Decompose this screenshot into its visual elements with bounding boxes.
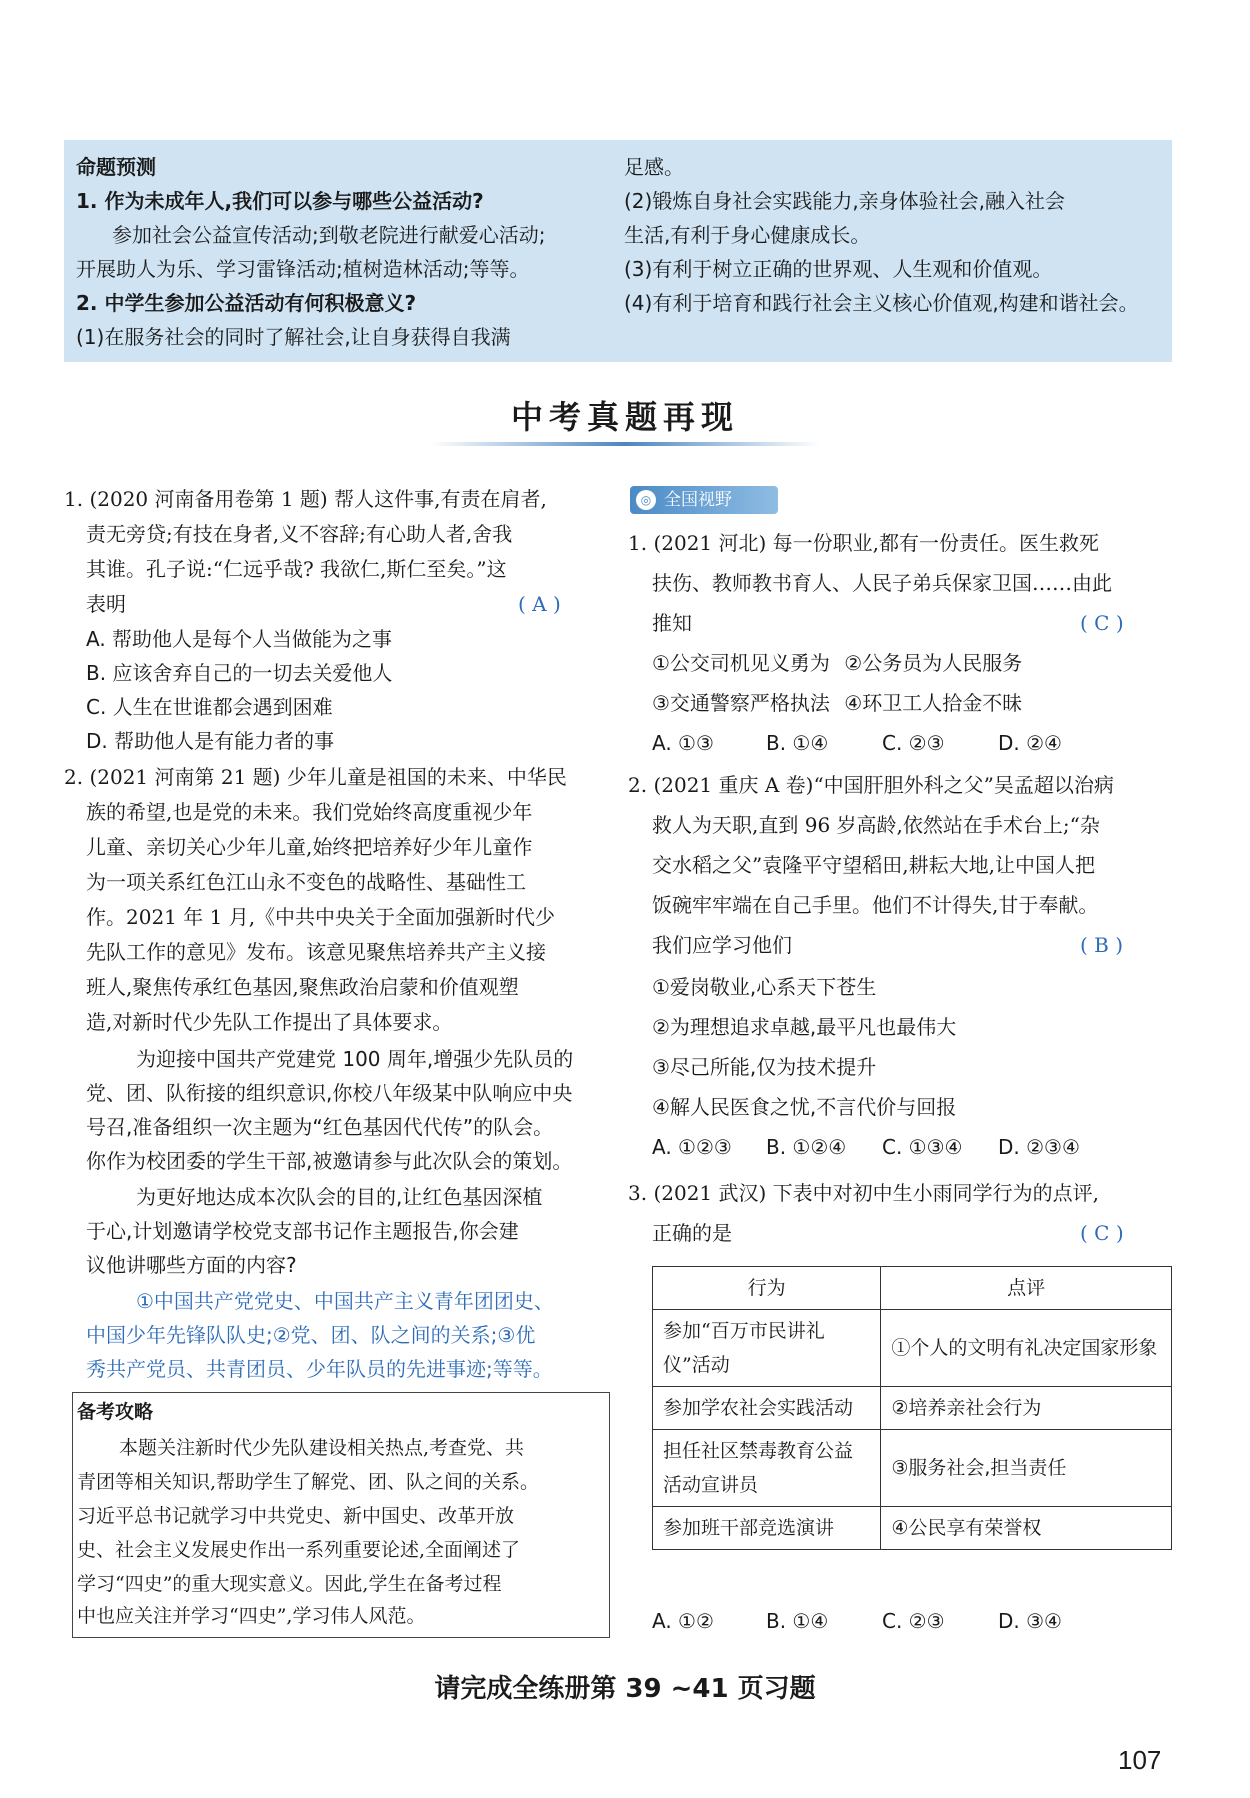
tips-line1: 本题关注新时代少先队建设相关热点,考查党、共 [119,1437,525,1459]
prediction-right-line5: (4)有利于培育和践行社会主义核心价值观,构建和谐社会。 [624,291,1139,315]
prediction-q1: 1. 作为未成年人,我们可以参与哪些公益活动? [76,189,484,213]
right-q2-option-a: A. ①②③ [652,1135,732,1159]
table-cell: ②培养亲社会行为 [881,1387,1172,1430]
left-q1-line4: 表明 [86,592,126,616]
right-q2-item2: ②为理想追求卓越,最平凡也最伟大 [652,1015,957,1039]
right-q2-answer: ( B ) [1080,933,1124,957]
tips-line3: 习近平总书记就学习中共党史、新中国史、改革开放 [77,1505,515,1527]
left-q1-answer: ( A ) [518,592,561,616]
left-q2-line6: 先队工作的意见》发布。该意见聚焦培养共产主义接 [86,940,546,964]
left-q2-line15: 议他讲哪些方面的内容? [86,1253,297,1277]
right-q1-option-b: B. ①④ [766,731,829,755]
left-q2-line8: 造,对新时代少先队工作提出了具体要求。 [86,1010,453,1034]
right-q3-answer: ( C ) [1080,1221,1124,1245]
left-q2-line5: 作。2021 年 1 月,《中共中央关于全面加强新时代少 [86,905,556,929]
exam-tips-box [72,1392,610,1638]
right-q1-items-line2: ③交通警察严格执法 ④环卫工人拾金不昧 [652,691,1023,715]
left-q2-line13: 为更好地达成本次队会的目的,让红色基因深植 [136,1185,543,1209]
table-header-behavior: 行为 [653,1267,881,1310]
prediction-q2: 2. 中学生参加公益活动有何积极意义? [76,291,417,315]
tips-line2: 青团等相关知识,帮助学生了解党、团、队之间的关系。 [77,1471,540,1493]
left-q1-line2: 责无旁贷;有技在身者,义不容辞;有心助人者,舍我 [86,522,513,546]
left-q2-line1: 2. (2021 河南第 21 题) 少年儿童是祖国的未来、中华民 [64,765,567,789]
table-cell: ④公民享有荣誉权 [881,1507,1172,1550]
right-q3-option-d: D. ③④ [998,1609,1062,1633]
prediction-right-line4: (3)有利于树立正确的世界观、人生观和价值观。 [624,257,1053,281]
prediction-box [64,140,1172,362]
left-q2-line10: 党、团、队衔接的组织意识,你校八年级某中队响应中央 [86,1081,573,1105]
left-q1-option-c: C. 人生在世谁都会遇到困难 [86,695,333,719]
left-q2-line3: 儿童、亲切关心少年儿童,始终把培养好少年儿童作 [86,835,533,859]
right-q3-option-b: B. ①④ [766,1609,829,1633]
prediction-a1-line1: 参加社会公益宣传活动;到敬老院进行献爱心活动; [112,223,546,247]
right-q3-option-c: C. ②③ [882,1609,945,1633]
left-q2-line2: 族的希望,也是党的未来。我们党始终高度重视少年 [86,800,533,824]
right-q2-line3: 交水稻之父”袁隆平守望稻田,耕耘大地,让中国人把 [652,853,1095,877]
table-header-row [653,1267,1172,1310]
right-q2-line4: 饭碗牢牢端在自己手里。他们不计得失,甘于奉献。 [652,893,1099,917]
behavior-review-table [652,1266,1172,1550]
table-header-comment: 点评 [881,1267,1172,1310]
left-q2-line12: 你作为校团委的学生干部,被邀请参与此次队会的策划。 [86,1149,573,1173]
right-q1-line1: 1. (2021 河北) 每一份职业,都有一份责任。医生救死 [628,531,1100,555]
badge-label: 全国视野 [664,490,732,510]
table-cell: ①个人的文明有礼决定国家形象 [881,1310,1172,1387]
right-q3-line1: 3. (2021 武汉) 下表中对初中生小雨同学行为的点评, [628,1181,1100,1205]
right-q3-line2: 正确的是 [652,1221,732,1245]
left-q2-line9: 为迎接中国共产党建党 100 周年,增强少先队员的 [136,1047,574,1071]
prediction-a1-line2: 开展助人为乐、学习雷锋活动;植树造林活动;等等。 [76,257,530,281]
tips-line6: 中也应关注并学习“四史”,学习伟人风范。 [77,1605,426,1627]
national-view-badge [630,486,778,514]
table-cell: 参加学农社会实践活动 [653,1387,881,1430]
left-q2-line7: 班人,聚焦传承红色基因,聚焦政治启蒙和价值观塑 [86,975,519,999]
right-q2-item1: ①爱岗敬业,心系天下苍生 [652,975,877,999]
section-title: 中考真题再现 [510,398,739,436]
prediction-right-line1: 足感。 [624,155,684,179]
right-q1-items-line1: ①公交司机见义勇为 ②公务员为人民服务 [652,651,1023,675]
table-cell: 参加“百万市民讲礼仪”活动 [653,1310,881,1387]
right-q2-item4: ④解人民医食之忧,不言代价与回报 [652,1095,957,1119]
left-q2-answer-line3: 秀共产党员、共青团员、少年队员的先进事迹;等等。 [86,1357,553,1381]
right-q1-option-c: C. ②③ [882,731,945,755]
left-q1-option-a: A. 帮助他人是每个人当做能为之事 [86,627,393,651]
tips-heading: 备考攻略 [77,1401,154,1423]
table-row [653,1430,1172,1507]
right-q2-option-d: D. ②③④ [998,1135,1080,1159]
right-q2-line5: 我们应学习他们 [652,933,792,957]
left-q2-answer-line2: 中国少年先锋队队史;②党、团、队之间的关系;③优 [86,1323,536,1347]
globe-icon: ◎ [636,490,656,510]
left-q1-line3: 其谁。孔子说:“仁远乎哉? 我欲仁,斯仁至矣。”这 [86,557,507,581]
footer-instruction: 请完成全练册第 39 ~41 页习题 [434,1674,816,1704]
prediction-right-line3: 生活,有利于身心健康成长。 [624,223,871,247]
table-cell: 参加班干部竞选演讲 [653,1507,881,1550]
prediction-a2-line1: (1)在服务社会的同时了解社会,让自身获得自我满 [76,325,511,349]
left-q2-line4: 为一项关系红色江山永不变色的战略性、基础性工 [86,870,526,894]
right-q1-line2: 扶伤、教师教书育人、人民子弟兵保家卫国……由此 [652,571,1112,595]
page-number: 107 [1118,1745,1162,1775]
right-q2-option-c: C. ①③④ [882,1135,963,1159]
right-q1-option-d: D. ②④ [998,731,1062,755]
left-q2-answer-line1: ①中国共产党党史、中国共产主义青年团团史、 [136,1289,554,1313]
table-row [653,1310,1172,1387]
table-cell: 担任社区禁毒教育公益活动宣讲员 [653,1430,881,1507]
left-q1-option-b: B. 应该舍弃自己的一切去关爱他人 [86,661,393,685]
table-cell: ③服务社会,担当责任 [881,1430,1172,1507]
prediction-right-line2: (2)锻炼自身社会实践能力,亲身体验社会,融入社会 [624,189,1066,213]
right-q3-option-a: A. ①② [652,1609,714,1633]
left-q1-line1: 1. (2020 河南备用卷第 1 题) 帮人这件事,有责在肩者, [64,487,547,511]
right-q2-line1: 2. (2021 重庆 A 卷)“中国肝胆外科之父”吴孟超以治病 [628,773,1114,797]
right-q1-answer: ( C ) [1080,611,1124,635]
table-row [653,1507,1172,1550]
tips-line5: 学习“四史”的重大现实意义。因此,学生在备考过程 [77,1573,502,1595]
prediction-heading: 命题预测 [76,155,156,179]
left-q1-option-d: D. 帮助他人是有能力者的事 [86,729,335,753]
left-q2-line14: 于心,计划邀请学校党支部书记作主题报告,你会建 [86,1219,519,1243]
right-q1-line3: 推知 [652,611,692,635]
right-q2-line2: 救人为天职,直到 96 岁高龄,依然站在手术台上;“杂 [652,813,1100,837]
right-q1-option-a: A. ①③ [652,731,714,755]
right-q2-item3: ③尽己所能,仅为技术提升 [652,1055,877,1079]
left-q2-line11: 号召,准备组织一次主题为“红色基因代代传”的队会。 [86,1115,554,1139]
section-title-underline [430,442,820,446]
tips-line4: 史、社会主义发展史作出一系列重要论述,全面阐述了 [77,1539,521,1561]
right-q2-option-b: B. ①②④ [766,1135,847,1159]
table-row [653,1387,1172,1430]
